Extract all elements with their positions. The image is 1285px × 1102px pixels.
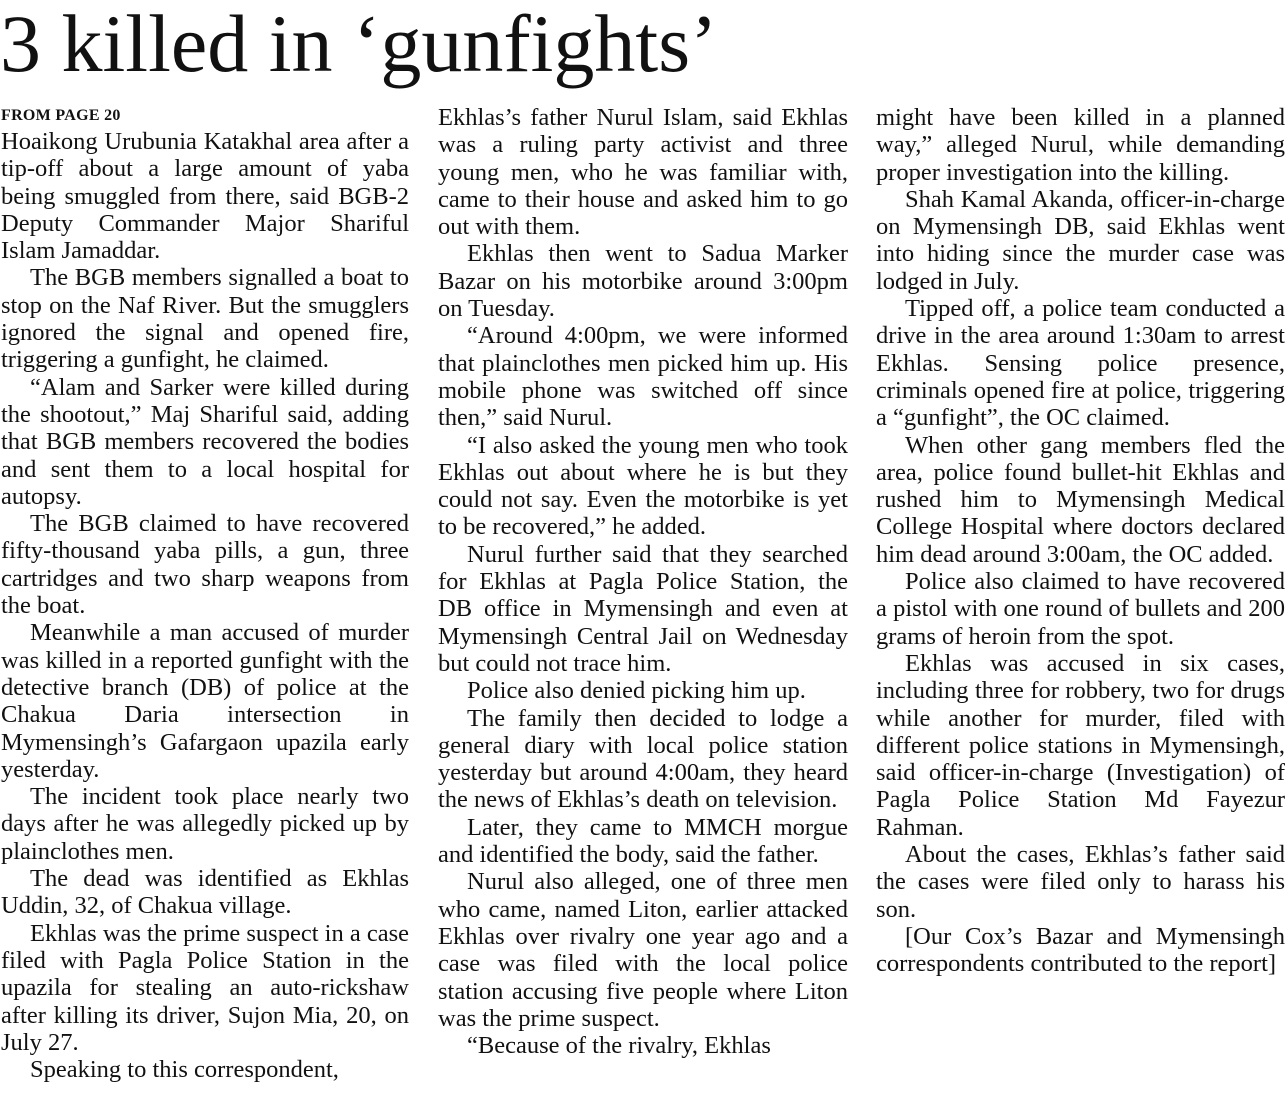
paragraph: Ekhlas was accused in six cases, including three for robbery, two for drugs while another for murder, filed with different police stations in Mymensingh, said officer-in-charge (Investigation) of Pagla Police Station Md Fayezur Rahman. bbox=[876, 649, 1285, 841]
paragraph: Tipped off, a police team conducted a drive in the area around 1:30am to arrest Ekhlas. Sensing police presence, criminals opened fire at police, triggering a “gunfight”, the OC claimed. bbox=[876, 295, 1285, 432]
paragraph: Hoaikong Urubunia Katakhal area after a tip-off about a large amount of yaba being smuggled from there, said BGB-2 Deputy Commander Major Shariful Islam Jamaddar. bbox=[1, 128, 409, 265]
paragraph: Ekhlas was the prime suspect in a case filed with Pagla Police Station in the upazila for stealing an auto-rickshaw after killing its driver, Sujon Mia, 20, on July 27. bbox=[1, 919, 409, 1056]
paragraph: The family then decided to lodge a general diary with local police station yesterday but around 4:00am, they heard the news of Ekhlas’s death on television. bbox=[438, 704, 848, 814]
paragraph: The dead was identified as Ekhlas Uddin, 32, of Chakua village. bbox=[1, 865, 409, 920]
paragraph: “Around 4:00pm, we were informed that plainclothes men picked him up. His mobile phone was switched off since then,” said Nurul. bbox=[438, 322, 848, 432]
paragraph: The BGB claimed to have recovered fifty-thousand yaba pills, a gun, three cartridges and two sharp weapons from the boat. bbox=[1, 510, 409, 620]
paragraph: Police also denied picking him up. bbox=[467, 677, 806, 705]
paragraph: Police also claimed to have recovered a pistol with one round of bullets and 200 grams of heroin from the spot. bbox=[876, 568, 1285, 650]
headline: 3 killed in ‘gunfights’ bbox=[0, 0, 718, 89]
paragraph: Nurul also alleged, one of three men who came, named Liton, earlier attacked Ekhlas over rivalry one year ago and a case was filed with the local police station accusing five people where Liton was the prime suspect. bbox=[438, 868, 848, 1032]
paragraph: The incident took place nearly two days after he was allegedly picked up by plainclothes men. bbox=[1, 783, 409, 865]
paragraph: “Alam and Sarker were killed during the shootout,” Maj Shariful said, adding that BGB members recovered the bodies and sent them to a local hospital for autopsy. bbox=[1, 373, 409, 510]
paragraph: Shah Kamal Akanda, officer-in-charge on Mymensingh DB, said Ekhlas went into hiding since the murder case was lodged in July. bbox=[876, 185, 1285, 295]
paragraph: Later, they came to MMCH morgue and identified the body, said the father. bbox=[438, 813, 848, 869]
paragraph: About the cases, Ekhlas’s father said the cases were filed only to harass his son. bbox=[876, 841, 1285, 923]
article-column-1 bbox=[1, 128, 409, 1083]
continued-from-label: FROM PAGE 20 bbox=[1, 107, 121, 124]
paragraph: [Our Cox’s Bazar and Mymensingh correspondents contributed to the report] bbox=[876, 922, 1285, 978]
paragraph: Nurul further said that they searched for Ekhlas at Pagla Police Station, the DB office in Mymensingh and even at Mymensingh Central Jail on Wednesday but could not trace him. bbox=[438, 540, 848, 677]
paragraph: Meanwhile a man accused of murder was killed in a reported gunfight with the detective branch (DB) of police at the Chakua Daria intersection in Mymensingh’s Gafargaon upazila early yesterday. bbox=[1, 619, 409, 783]
paragraph: Ekhlas then went to Sadua Marker Bazar on his motorbike around 3:00pm on Tuesday. bbox=[438, 240, 848, 323]
article-column-2 bbox=[438, 104, 848, 1059]
paragraph: When other gang members fled the area, police found bullet-hit Ekhlas and rushed him to Mymensingh Medical College Hospital where doctors declared him dead around 3:00am, the OC added. bbox=[876, 431, 1285, 568]
paragraph: might have been killed in a planned way,” alleged Nurul, while demanding proper investigation into the killing. bbox=[876, 104, 1285, 186]
article-column-3 bbox=[876, 104, 1285, 978]
paragraph: The BGB members signalled a boat to stop on the Naf River. But the smugglers ignored the signal and opened fire, triggering a gunfight, he claimed. bbox=[1, 264, 409, 374]
paragraph: Ekhlas’s father Nurul Islam, said Ekhlas was a ruling party activist and three young men, who he was familiar with, came to their house and asked him to go out with them. bbox=[438, 104, 848, 241]
paragraph: Speaking to this correspondent, bbox=[30, 1056, 339, 1084]
paragraph: “I also asked the young men who took Ekhlas out about where he is but they could not say. Even the motorbike is yet to be recovered,” he added. bbox=[438, 431, 848, 541]
paragraph: “Because of the rivalry, Ekhlas bbox=[467, 1032, 771, 1060]
